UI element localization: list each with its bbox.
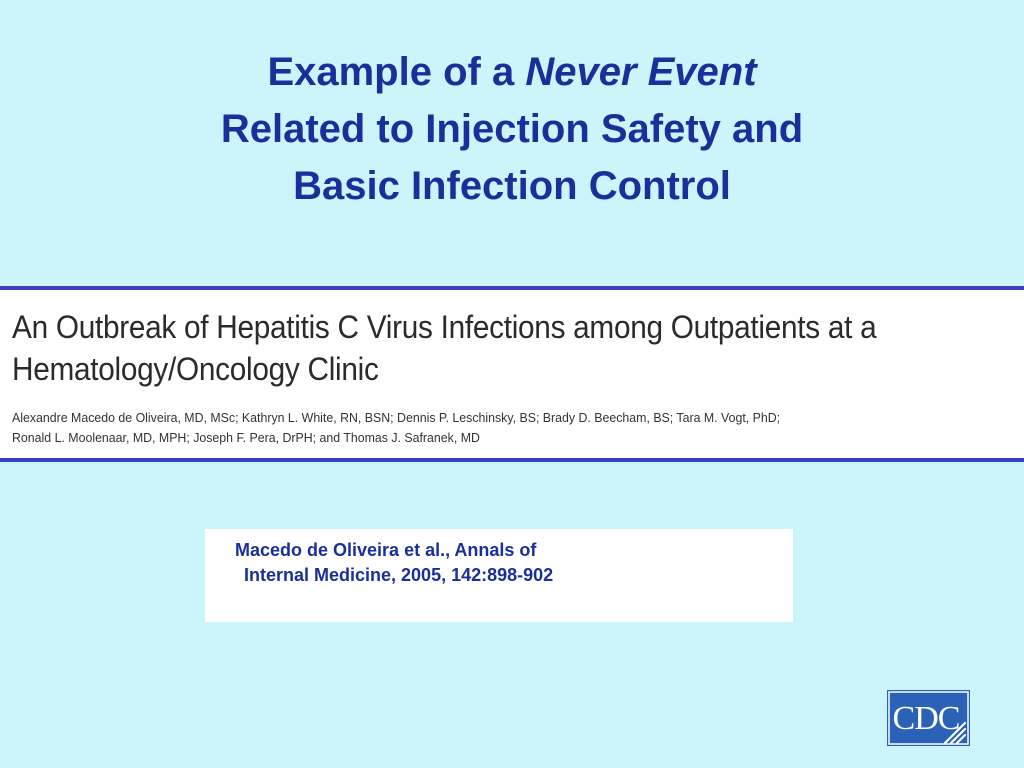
slide-title-prefix: Example of a: [267, 50, 526, 94]
slide-title-line-1: [0, 44, 1024, 101]
citation-line-1: Macedo de Oliveira et al., Annals of: [235, 540, 537, 560]
slide-title-emphasis: Never Event: [525, 50, 757, 94]
citation-line-2: Internal Medicine, 2005, 142:898-902: [244, 565, 554, 585]
slide-title-line-3: Basic Infection Control: [293, 164, 731, 208]
article-authors-line-2: Ronald L. Moolenaar, MD, MPH; Joseph F. Pera, DrPH; and Thomas J. Safranek, MD: [12, 430, 480, 445]
cdc-logo-text: CDC: [892, 700, 960, 737]
slide-title: [0, 44, 1024, 215]
citation-text: [235, 538, 553, 588]
article-header-image: [0, 286, 1024, 462]
citation-box: [205, 529, 793, 622]
article-title: [12, 306, 942, 390]
article-authors: [12, 408, 981, 448]
article-title-line-2: Hematology/Oncology Clinic: [12, 351, 379, 387]
article-authors-line-1: Alexandre Macedo de Oliveira, MD, MSc; Kathryn L. White, RN, BSN; Dennis P. Leschinsky, BS; Brady D. Beecham, BS; Tara M. Vogt, PhD;: [12, 410, 781, 425]
article-title-line-1: An Outbreak of Hepatitis C Virus Infections among Outpatients at a: [12, 309, 877, 345]
cdc-logo-icon: [887, 690, 970, 746]
slide-title-line-2: Related to Injection Safety and: [220, 107, 804, 151]
